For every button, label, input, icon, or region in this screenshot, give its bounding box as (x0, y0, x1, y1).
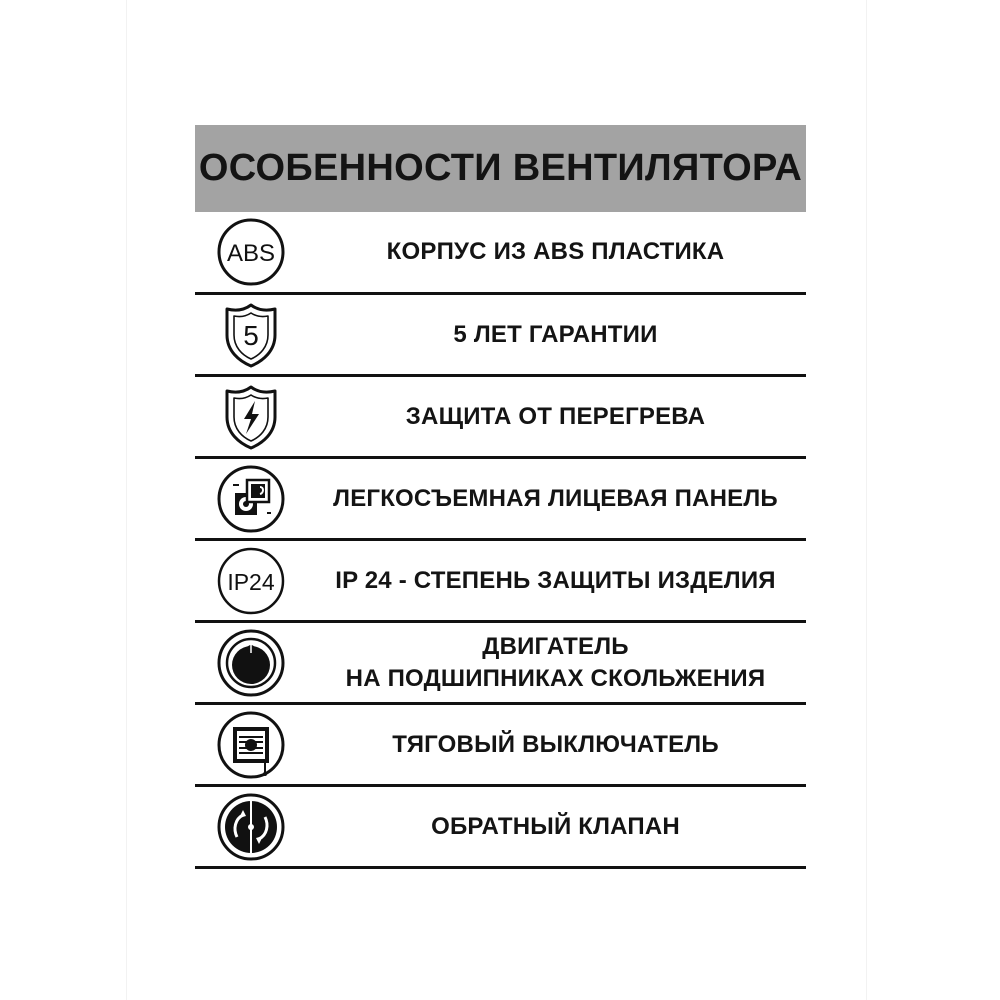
feature-label-motor (305, 623, 806, 702)
feature-row-warranty (195, 295, 806, 377)
feature-label-text: КОРПУС ИЗ ABS ПЛАСТИКА (386, 238, 725, 265)
feature-label-overheat (305, 377, 806, 456)
feature-row-motor (195, 623, 806, 705)
feature-label-line: ДВИГАТЕЛЬ (482, 632, 629, 660)
removable-panel-icon (215, 463, 287, 535)
warranty-shield-icon (215, 299, 287, 371)
feature-row-removable-panel (195, 459, 806, 541)
page-edge-left (126, 0, 127, 1000)
ip24-icon (215, 545, 287, 617)
page-title: ОСОБЕННОСТИ ВЕНТИЛЯТОРА (198, 147, 803, 189)
feature-label-warranty (305, 295, 806, 374)
feature-row-pull-switch (195, 705, 806, 787)
feature-label-check-valve (305, 787, 806, 866)
pull-switch-icon (215, 709, 287, 781)
abs-icon (215, 216, 287, 288)
feature-label-text: 5 ЛЕТ ГАРАНТИИ (453, 320, 658, 348)
features-sheet (195, 125, 806, 869)
feature-label-text: ОБРАТНЫЙ КЛАПАН (431, 812, 680, 840)
feature-row-abs (195, 212, 806, 295)
feature-label-abs (305, 212, 806, 292)
feature-label-text: IP 24 - СТЕПЕНЬ ЗАЩИТЫ ИЗДЕЛИЯ (335, 566, 776, 594)
ip24-icon-text: IP24 (227, 568, 275, 595)
feature-label-text: ТЯГОВЫЙ ВЫКЛЮЧАТЕЛЬ (392, 730, 719, 758)
feature-label-removable-panel (305, 459, 806, 538)
feature-label-text: ЗАЩИТА ОТ ПЕРЕГРЕВА (405, 402, 706, 430)
check-valve-icon (215, 791, 287, 863)
feature-label-text: ЛЕГКОСЪЕМНАЯ ЛИЦЕВАЯ ПАНЕЛЬ (333, 484, 778, 512)
feature-label-line: НА ПОДШИПНИКАХ СКОЛЬЖЕНИЯ (345, 664, 766, 692)
feature-label-pull-switch (305, 705, 806, 784)
feature-row-overheat (195, 377, 806, 459)
overheat-protection-shield-icon (215, 381, 287, 453)
feature-row-check-valve (195, 787, 806, 869)
feature-label-ip24 (305, 541, 806, 620)
motor-bearing-icon (215, 627, 287, 699)
abs-icon-text: ABS (226, 240, 276, 267)
feature-row-ip24 (195, 541, 806, 623)
page-edge-right (866, 0, 867, 1000)
features-header (195, 125, 806, 212)
warranty-icon-text: 5 (243, 319, 259, 351)
